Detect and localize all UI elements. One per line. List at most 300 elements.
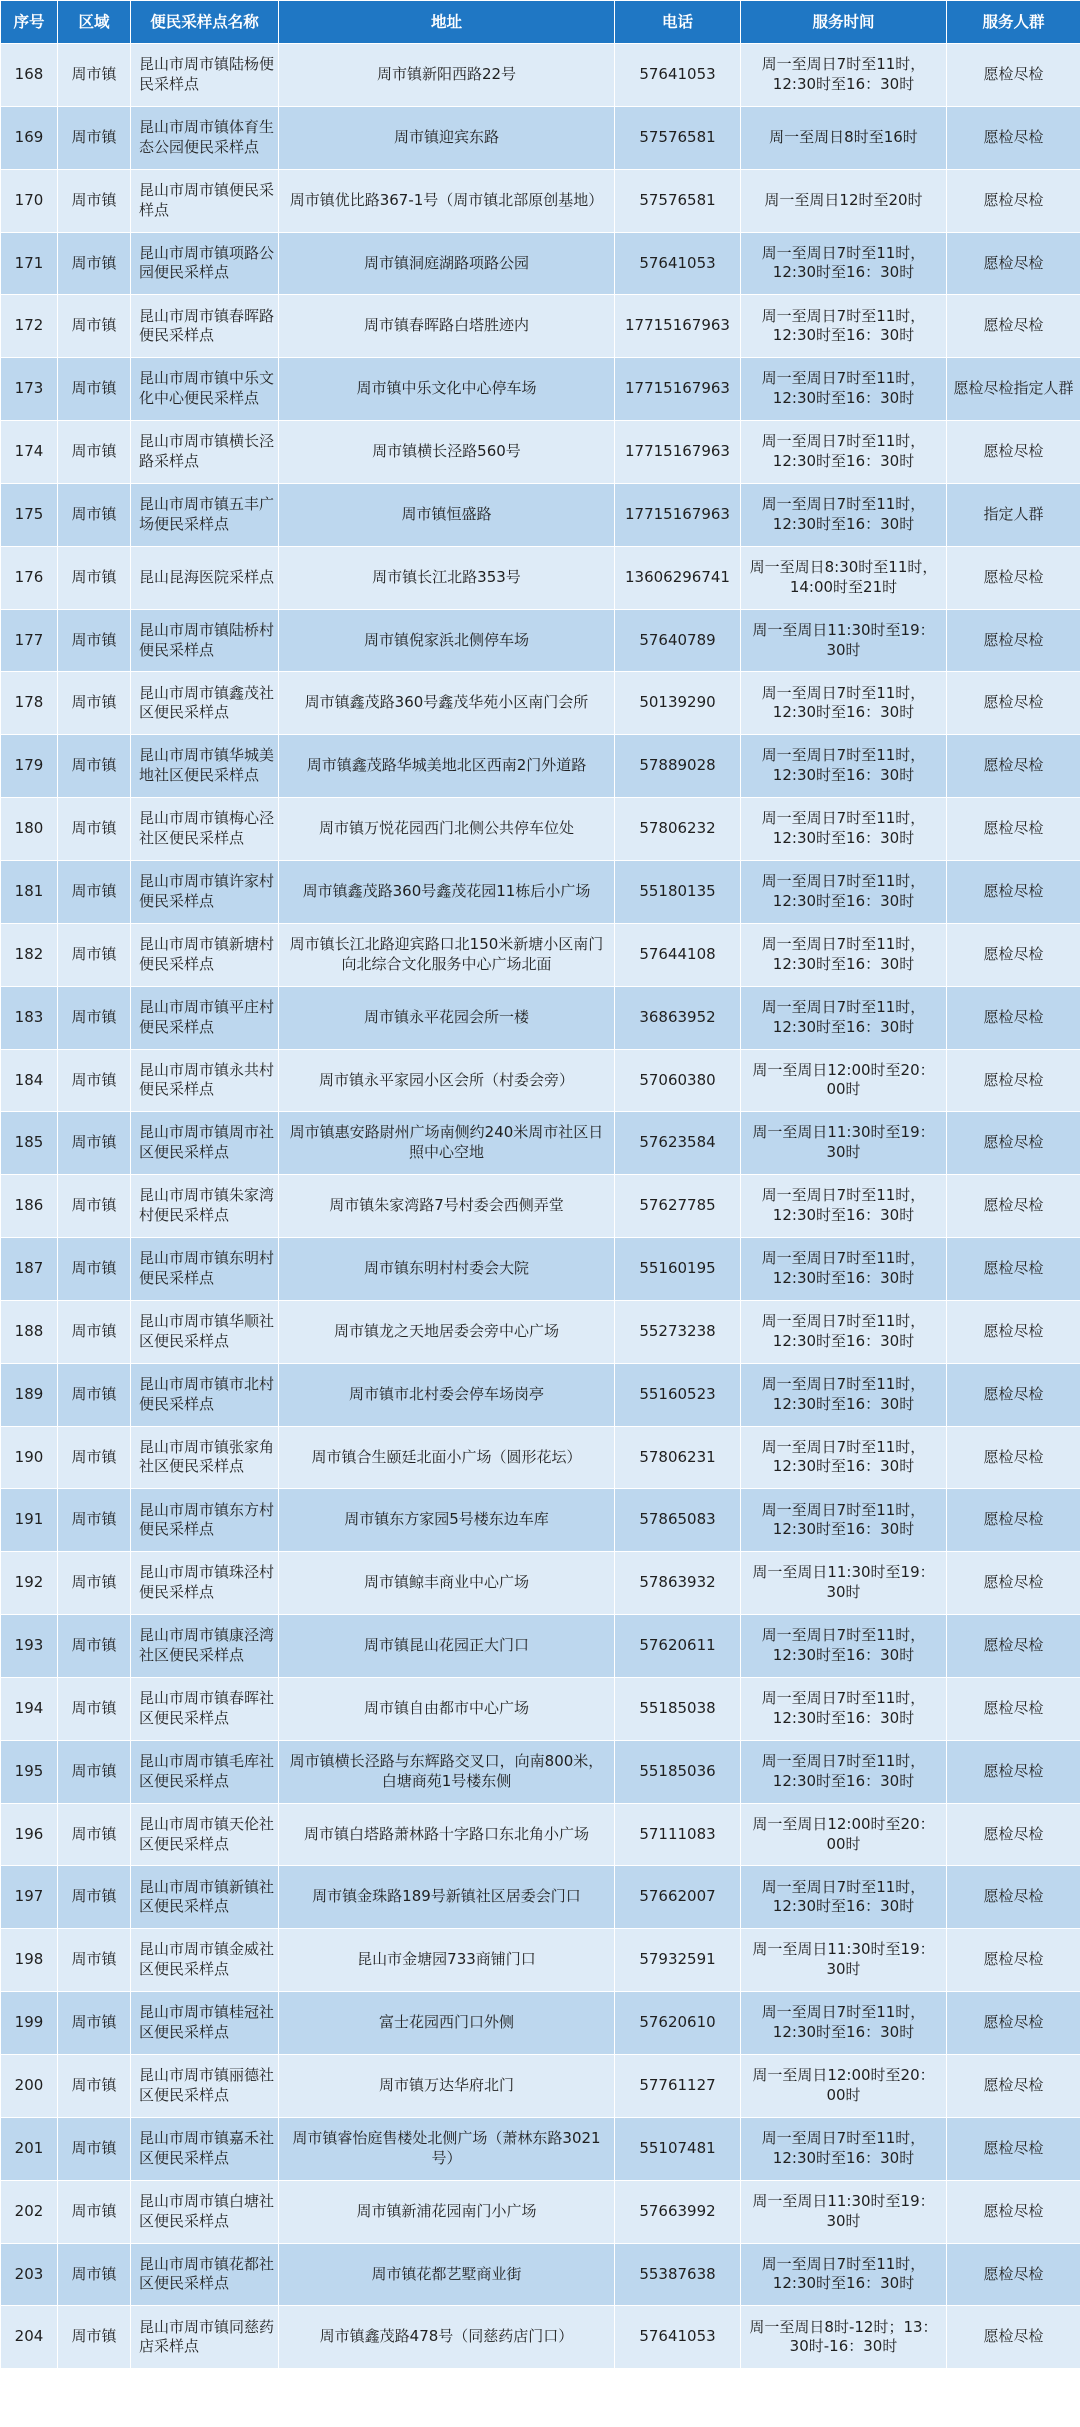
- table-row: [1, 2117, 1080, 2180]
- cell-service-group: 愿检尽检: [947, 1803, 1080, 1866]
- cell-phone: 17715167963: [615, 483, 741, 546]
- table-row: [1, 44, 1080, 107]
- cell-number: 199: [1, 1992, 58, 2055]
- table-row: [1, 1677, 1080, 1740]
- cell-site-name: 昆山市周市镇新塘村便民采样点: [131, 923, 279, 986]
- cell-number: 172: [1, 295, 58, 358]
- cell-phone: 57663992: [615, 2180, 741, 2243]
- cell-number: 196: [1, 1803, 58, 1866]
- cell-phone: 57576581: [615, 106, 741, 169]
- cell-address: 周市镇龙之天地居委会旁中心广场: [279, 1300, 615, 1363]
- cell-number: 181: [1, 860, 58, 923]
- cell-area: 周市镇: [58, 2180, 131, 2243]
- table-row: [1, 2180, 1080, 2243]
- cell-area: 周市镇: [58, 1363, 131, 1426]
- cell-number: 197: [1, 1866, 58, 1929]
- table-row: [1, 1552, 1080, 1615]
- cell-area: 周市镇: [58, 986, 131, 1049]
- cell-number: 190: [1, 1426, 58, 1489]
- cell-service-group: 愿检尽检: [947, 1740, 1080, 1803]
- cell-phone: 55185038: [615, 1677, 741, 1740]
- cell-phone: 57644108: [615, 923, 741, 986]
- cell-area: 周市镇: [58, 295, 131, 358]
- cell-number: 168: [1, 44, 58, 107]
- cell-phone: 57623584: [615, 1112, 741, 1175]
- cell-number: 192: [1, 1552, 58, 1615]
- cell-number: 194: [1, 1677, 58, 1740]
- cell-number: 193: [1, 1615, 58, 1678]
- cell-service-hours: 周一至周日7时至11时，12:30时至16：30时: [741, 735, 947, 798]
- cell-area: 周市镇: [58, 735, 131, 798]
- cell-area: 周市镇: [58, 1615, 131, 1678]
- cell-service-hours: 周一至周日7时至11时，12:30时至16：30时: [741, 798, 947, 861]
- cell-area: 周市镇: [58, 1929, 131, 1992]
- cell-site-name: 昆山市周市镇春晖路便民采样点: [131, 295, 279, 358]
- table-row: [1, 672, 1080, 735]
- cell-number: 204: [1, 2306, 58, 2369]
- cell-area: 周市镇: [58, 483, 131, 546]
- cell-number: 185: [1, 1112, 58, 1175]
- cell-service-group: 愿检尽检: [947, 1677, 1080, 1740]
- cell-address: 周市镇金珠路189号新镇社区居委会门口: [279, 1866, 615, 1929]
- table-row: [1, 295, 1080, 358]
- table-row: [1, 1489, 1080, 1552]
- table-row: [1, 923, 1080, 986]
- cell-address: 周市镇长江北路353号: [279, 546, 615, 609]
- cell-number: 195: [1, 1740, 58, 1803]
- cell-site-name: 昆山市周市镇市北村便民采样点: [131, 1363, 279, 1426]
- cell-number: 188: [1, 1300, 58, 1363]
- cell-area: 周市镇: [58, 798, 131, 861]
- cell-number: 203: [1, 2243, 58, 2306]
- table-row: [1, 860, 1080, 923]
- cell-service-hours: 周一至周日12时至20时: [741, 169, 947, 232]
- cell-service-hours: 周一至周日8:30时至11时，14:00时至21时: [741, 546, 947, 609]
- cell-address: 周市镇新浦花园南门小广场: [279, 2180, 615, 2243]
- table-row: [1, 106, 1080, 169]
- cell-service-hours: 周一至周日7时至11时，12:30时至16：30时: [741, 1426, 947, 1489]
- cell-service-hours: 周一至周日11:30时至19：30时: [741, 1112, 947, 1175]
- cell-site-name: 昆山市周市镇体育生态公园便民采样点: [131, 106, 279, 169]
- cell-site-name: 昆山昆海医院采样点: [131, 546, 279, 609]
- table-row: [1, 986, 1080, 1049]
- cell-area: 周市镇: [58, 923, 131, 986]
- cell-phone: 55107481: [615, 2117, 741, 2180]
- table-row: [1, 546, 1080, 609]
- cell-number: 170: [1, 169, 58, 232]
- table-row: [1, 421, 1080, 484]
- cell-phone: 57576581: [615, 169, 741, 232]
- cell-service-hours: 周一至周日7时至11时，12:30时至16：30时: [741, 1238, 947, 1301]
- cell-service-group: 愿检尽检: [947, 2306, 1080, 2369]
- cell-number: 178: [1, 672, 58, 735]
- cell-service-hours: 周一至周日8时至16时: [741, 106, 947, 169]
- cell-phone: 57865083: [615, 1489, 741, 1552]
- cell-service-group: 愿检尽检: [947, 1992, 1080, 2055]
- cell-address: 周市镇横长泾路560号: [279, 421, 615, 484]
- cell-address: 周市镇昆山花园正大门口: [279, 1615, 615, 1678]
- cell-phone: 57863932: [615, 1552, 741, 1615]
- cell-service-hours: 周一至周日7时至11时，12:30时至16：30时: [741, 358, 947, 421]
- cell-service-group: 愿检尽检: [947, 295, 1080, 358]
- header-area: 区域: [58, 1, 131, 44]
- cell-service-hours: 周一至周日12:00时至20：00时: [741, 1049, 947, 1112]
- cell-number: 200: [1, 2055, 58, 2118]
- cell-phone: 55387638: [615, 2243, 741, 2306]
- cell-area: 周市镇: [58, 44, 131, 107]
- cell-service-group: 愿检尽检: [947, 1615, 1080, 1678]
- cell-service-hours: 周一至周日7时至11时，12:30时至16：30时: [741, 860, 947, 923]
- cell-service-group: 愿检尽检指定人群: [947, 358, 1080, 421]
- cell-phone: 57641053: [615, 44, 741, 107]
- cell-number: 182: [1, 923, 58, 986]
- cell-address: 周市镇万悦花园西门北侧公共停车位处: [279, 798, 615, 861]
- cell-number: 186: [1, 1175, 58, 1238]
- cell-phone: 55185036: [615, 1740, 741, 1803]
- cell-phone: 17715167963: [615, 421, 741, 484]
- cell-address: 周市镇永平花园会所一楼: [279, 986, 615, 1049]
- cell-service-hours: 周一至周日7时至11时，12:30时至16：30时: [741, 1677, 947, 1740]
- cell-service-group: 愿检尽检: [947, 44, 1080, 107]
- cell-site-name: 昆山市周市镇鑫茂社区便民采样点: [131, 672, 279, 735]
- table-row: [1, 1049, 1080, 1112]
- cell-site-name: 昆山市周市镇毛库社区便民采样点: [131, 1740, 279, 1803]
- cell-service-hours: 周一至周日7时至11时，12:30时至16：30时: [741, 923, 947, 986]
- cell-site-name: 昆山市周市镇嘉禾社区便民采样点: [131, 2117, 279, 2180]
- cell-area: 周市镇: [58, 672, 131, 735]
- cell-service-hours: 周一至周日12:00时至20：00时: [741, 1803, 947, 1866]
- table-row: [1, 483, 1080, 546]
- cell-site-name: 昆山市周市镇周市社区便民采样点: [131, 1112, 279, 1175]
- cell-number: 173: [1, 358, 58, 421]
- header-phone: 电话: [615, 1, 741, 44]
- cell-phone: 57662007: [615, 1866, 741, 1929]
- cell-site-name: 昆山市周市镇平庄村便民采样点: [131, 986, 279, 1049]
- table-row: [1, 1112, 1080, 1175]
- cell-service-group: 指定人群: [947, 483, 1080, 546]
- cell-area: 周市镇: [58, 860, 131, 923]
- cell-address: 昆山市金塘园733商铺门口: [279, 1929, 615, 1992]
- cell-service-group: 愿检尽检: [947, 986, 1080, 1049]
- cell-phone: 55273238: [615, 1300, 741, 1363]
- cell-service-group: 愿检尽检: [947, 2243, 1080, 2306]
- cell-area: 周市镇: [58, 1426, 131, 1489]
- table-row: [1, 2243, 1080, 2306]
- cell-number: 169: [1, 106, 58, 169]
- cell-service-group: 愿检尽检: [947, 421, 1080, 484]
- cell-address: 周市镇鑫茂路360号鑫茂华苑小区南门会所: [279, 672, 615, 735]
- cell-phone: 57641053: [615, 2306, 741, 2369]
- cell-site-name: 昆山市周市镇康泾湾社区便民采样点: [131, 1615, 279, 1678]
- table-body: [1, 44, 1080, 2369]
- cell-number: 198: [1, 1929, 58, 1992]
- cell-service-group: 愿检尽检: [947, 798, 1080, 861]
- cell-site-name: 昆山市周市镇白塘社区便民采样点: [131, 2180, 279, 2243]
- cell-site-name: 昆山市周市镇珠泾村便民采样点: [131, 1552, 279, 1615]
- table-row: [1, 1363, 1080, 1426]
- cell-service-group: 愿检尽检: [947, 232, 1080, 295]
- cell-area: 周市镇: [58, 169, 131, 232]
- cell-service-group: 愿检尽检: [947, 546, 1080, 609]
- cell-service-group: 愿检尽检: [947, 1049, 1080, 1112]
- cell-service-hours: 周一至周日7时至11时，12:30时至16：30时: [741, 1300, 947, 1363]
- table-row: [1, 1929, 1080, 1992]
- cell-address: 周市镇自由都市中心广场: [279, 1677, 615, 1740]
- cell-site-name: 昆山市周市镇天伦社区便民采样点: [131, 1803, 279, 1866]
- cell-area: 周市镇: [58, 2306, 131, 2369]
- cell-number: 179: [1, 735, 58, 798]
- cell-service-group: 愿检尽检: [947, 1300, 1080, 1363]
- cell-service-group: 愿检尽检: [947, 1552, 1080, 1615]
- table-row: [1, 1238, 1080, 1301]
- cell-service-hours: 周一至周日7时至11时，12:30时至16：30时: [741, 295, 947, 358]
- cell-address: 周市镇东方家园5号楼东边车库: [279, 1489, 615, 1552]
- cell-area: 周市镇: [58, 1866, 131, 1929]
- cell-address: 周市镇白塔路萧林路十字路口东北角小广场: [279, 1803, 615, 1866]
- cell-service-group: 愿检尽检: [947, 1112, 1080, 1175]
- table-row: [1, 1615, 1080, 1678]
- cell-address: 周市镇横长泾路与东辉路交叉口，向南800米，白塘商苑1号楼东侧: [279, 1740, 615, 1803]
- table-row: [1, 735, 1080, 798]
- cell-area: 周市镇: [58, 546, 131, 609]
- cell-address: 周市镇洞庭湖路项路公园: [279, 232, 615, 295]
- cell-phone: 57806232: [615, 798, 741, 861]
- table-row: [1, 1866, 1080, 1929]
- cell-area: 周市镇: [58, 609, 131, 672]
- cell-service-hours: 周一至周日11:30时至19：30时: [741, 609, 947, 672]
- cell-site-name: 昆山市周市镇许家村便民采样点: [131, 860, 279, 923]
- cell-service-group: 愿检尽检: [947, 735, 1080, 798]
- cell-service-group: 愿检尽检: [947, 1929, 1080, 1992]
- cell-number: 202: [1, 2180, 58, 2243]
- cell-phone: 36863952: [615, 986, 741, 1049]
- cell-site-name: 昆山市周市镇东明村便民采样点: [131, 1238, 279, 1301]
- table-row: [1, 1175, 1080, 1238]
- table-row: [1, 609, 1080, 672]
- cell-service-hours: 周一至周日7时至11时，12:30时至16：30时: [741, 1363, 947, 1426]
- cell-site-name: 昆山市周市镇张家角社区便民采样点: [131, 1426, 279, 1489]
- cell-address: 周市镇朱家湾路7号村委会西侧弄堂: [279, 1175, 615, 1238]
- cell-area: 周市镇: [58, 1992, 131, 2055]
- cell-site-name: 昆山市周市镇陆桥村便民采样点: [131, 609, 279, 672]
- cell-number: 175: [1, 483, 58, 546]
- cell-address: 周市镇永平家园小区会所（村委会旁）: [279, 1049, 615, 1112]
- cell-service-group: 愿检尽检: [947, 2180, 1080, 2243]
- cell-site-name: 昆山市周市镇华城美地社区便民采样点: [131, 735, 279, 798]
- table-row: [1, 2306, 1080, 2369]
- cell-address: 周市镇睿怡庭售楼处北侧广场（萧林东路3021号）: [279, 2117, 615, 2180]
- cell-site-name: 昆山市周市镇东方村便民采样点: [131, 1489, 279, 1552]
- cell-address: 周市镇鑫茂路478号（同慈药店门口）: [279, 2306, 615, 2369]
- cell-area: 周市镇: [58, 1677, 131, 1740]
- cell-area: 周市镇: [58, 2117, 131, 2180]
- cell-address: 富士花园西门口外侧: [279, 1992, 615, 2055]
- cell-address: 周市镇新阳西路22号: [279, 44, 615, 107]
- cell-address: 周市镇恒盛路: [279, 483, 615, 546]
- table-row: [1, 232, 1080, 295]
- cell-site-name: 昆山市周市镇丽德社区便民采样点: [131, 2055, 279, 2118]
- header-service-hours: 服务时间: [741, 1, 947, 44]
- cell-service-hours: 周一至周日7时至11时，12:30时至16：30时: [741, 2117, 947, 2180]
- cell-site-name: 昆山市周市镇朱家湾村便民采样点: [131, 1175, 279, 1238]
- cell-service-group: 愿检尽检: [947, 1238, 1080, 1301]
- cell-service-hours: 周一至周日7时至11时，12:30时至16：30时: [741, 1740, 947, 1803]
- cell-service-hours: 周一至周日7时至11时，12:30时至16：30时: [741, 483, 947, 546]
- cell-service-hours: 周一至周日8时-12时；13：30时-16：30时: [741, 2306, 947, 2369]
- cell-number: 174: [1, 421, 58, 484]
- cell-site-name: 昆山市周市镇同慈药店采样点: [131, 2306, 279, 2369]
- cell-number: 176: [1, 546, 58, 609]
- cell-address: 周市镇春晖路白塔胜迹内: [279, 295, 615, 358]
- cell-phone: 50139290: [615, 672, 741, 735]
- cell-address: 周市镇鲸丰商业中心广场: [279, 1552, 615, 1615]
- cell-service-hours: 周一至周日7时至11时，12:30时至16：30时: [741, 1992, 947, 2055]
- cell-phone: 55160195: [615, 1238, 741, 1301]
- header-site-name: 便民采样点名称: [131, 1, 279, 44]
- cell-service-group: 愿检尽检: [947, 672, 1080, 735]
- cell-area: 周市镇: [58, 1552, 131, 1615]
- cell-site-name: 昆山市周市镇金威社区便民采样点: [131, 1929, 279, 1992]
- cell-address: 周市镇长江北路迎宾路口北150米新塘小区南门向北综合文化服务中心广场北面: [279, 923, 615, 986]
- cell-service-group: 愿检尽检: [947, 609, 1080, 672]
- cell-service-group: 愿检尽检: [947, 1363, 1080, 1426]
- cell-area: 周市镇: [58, 1740, 131, 1803]
- cell-service-group: 愿检尽检: [947, 1866, 1080, 1929]
- cell-area: 周市镇: [58, 1803, 131, 1866]
- cell-address: 周市镇鑫茂路华城美地北区西南2门外道路: [279, 735, 615, 798]
- cell-address: 周市镇花都艺墅商业街: [279, 2243, 615, 2306]
- cell-service-hours: 周一至周日7时至11时，12:30时至16：30时: [741, 44, 947, 107]
- cell-site-name: 昆山市周市镇新镇社区便民采样点: [131, 1866, 279, 1929]
- cell-area: 周市镇: [58, 358, 131, 421]
- cell-number: 171: [1, 232, 58, 295]
- cell-service-group: 愿检尽检: [947, 1489, 1080, 1552]
- cell-address: 周市镇合生颐廷北面小广场（圆形花坛）: [279, 1426, 615, 1489]
- cell-service-hours: 周一至周日7时至11时，12:30时至16：30时: [741, 2243, 947, 2306]
- cell-phone: 57060380: [615, 1049, 741, 1112]
- cell-area: 周市镇: [58, 421, 131, 484]
- cell-site-name: 昆山市周市镇花都社区便民采样点: [131, 2243, 279, 2306]
- cell-service-hours: 周一至周日12:00时至20：00时: [741, 2055, 947, 2118]
- cell-address: 周市镇优比路367-1号（周市镇北部原创基地）: [279, 169, 615, 232]
- table-header-row: [1, 1, 1080, 44]
- cell-address: 周市镇东明村村委会大院: [279, 1238, 615, 1301]
- cell-service-group: 愿检尽检: [947, 1175, 1080, 1238]
- cell-service-hours: 周一至周日7时至11时，12:30时至16：30时: [741, 1615, 947, 1678]
- cell-phone: 57761127: [615, 2055, 741, 2118]
- cell-service-hours: 周一至周日7时至11时，12:30时至16：30时: [741, 421, 947, 484]
- cell-address: 周市镇中乐文化中心停车场: [279, 358, 615, 421]
- cell-site-name: 昆山市周市镇桂冠社区便民采样点: [131, 1992, 279, 2055]
- cell-service-hours: 周一至周日7时至11时，12:30时至16：30时: [741, 672, 947, 735]
- cell-site-name: 昆山市周市镇陆杨便民采样点: [131, 44, 279, 107]
- cell-area: 周市镇: [58, 1175, 131, 1238]
- cell-service-group: 愿检尽检: [947, 106, 1080, 169]
- cell-site-name: 昆山市周市镇便民采样点: [131, 169, 279, 232]
- cell-site-name: 昆山市周市镇项路公园便民采样点: [131, 232, 279, 295]
- cell-site-name: 昆山市周市镇横长泾路采样点: [131, 421, 279, 484]
- cell-number: 189: [1, 1363, 58, 1426]
- cell-number: 177: [1, 609, 58, 672]
- cell-phone: 13606296741: [615, 546, 741, 609]
- cell-area: 周市镇: [58, 232, 131, 295]
- cell-service-hours: 周一至周日7时至11时，12:30时至16：30时: [741, 986, 947, 1049]
- cell-site-name: 昆山市周市镇梅心泾社区便民采样点: [131, 798, 279, 861]
- table-row: [1, 169, 1080, 232]
- cell-service-hours: 周一至周日11:30时至19：30时: [741, 2180, 947, 2243]
- cell-phone: 57806231: [615, 1426, 741, 1489]
- cell-service-hours: 周一至周日11:30时至19：30时: [741, 1552, 947, 1615]
- cell-service-hours: 周一至周日11:30时至19：30时: [741, 1929, 947, 1992]
- cell-site-name: 昆山市周市镇春晖社区便民采样点: [131, 1677, 279, 1740]
- cell-area: 周市镇: [58, 1049, 131, 1112]
- cell-address: 周市镇鑫茂路360号鑫茂花园11栋后小广场: [279, 860, 615, 923]
- cell-phone: 57889028: [615, 735, 741, 798]
- cell-address: 周市镇倪家浜北侧停车场: [279, 609, 615, 672]
- cell-phone: 55160523: [615, 1363, 741, 1426]
- cell-area: 周市镇: [58, 1112, 131, 1175]
- cell-number: 191: [1, 1489, 58, 1552]
- cell-number: 201: [1, 2117, 58, 2180]
- cell-service-group: 愿检尽检: [947, 1426, 1080, 1489]
- table-row: [1, 1300, 1080, 1363]
- header-number: 序号: [1, 1, 58, 44]
- cell-area: 周市镇: [58, 1300, 131, 1363]
- cell-phone: 57627785: [615, 1175, 741, 1238]
- cell-service-group: 愿检尽检: [947, 860, 1080, 923]
- table-row: [1, 2055, 1080, 2118]
- cell-number: 187: [1, 1238, 58, 1301]
- header-address: 地址: [279, 1, 615, 44]
- cell-address: 周市镇市北村委会停车场岗亭: [279, 1363, 615, 1426]
- cell-phone: 17715167963: [615, 295, 741, 358]
- cell-site-name: 昆山市周市镇中乐文化中心便民采样点: [131, 358, 279, 421]
- cell-phone: 57640789: [615, 609, 741, 672]
- cell-phone: 57620611: [615, 1615, 741, 1678]
- cell-site-name: 昆山市周市镇华顺社区便民采样点: [131, 1300, 279, 1363]
- cell-phone: 57641053: [615, 232, 741, 295]
- cell-number: 183: [1, 986, 58, 1049]
- cell-number: 180: [1, 798, 58, 861]
- cell-address: 周市镇万达华府北门: [279, 2055, 615, 2118]
- cell-service-group: 愿检尽检: [947, 169, 1080, 232]
- cell-service-hours: 周一至周日7时至11时，12:30时至16：30时: [741, 1489, 947, 1552]
- cell-phone: 57932591: [615, 1929, 741, 1992]
- cell-service-hours: 周一至周日7时至11时，12:30时至16：30时: [741, 232, 947, 295]
- cell-area: 周市镇: [58, 2055, 131, 2118]
- cell-phone: 57620610: [615, 1992, 741, 2055]
- cell-site-name: 昆山市周市镇永共村便民采样点: [131, 1049, 279, 1112]
- cell-area: 周市镇: [58, 1489, 131, 1552]
- table-row: [1, 1803, 1080, 1866]
- cell-area: 周市镇: [58, 106, 131, 169]
- cell-address: 周市镇惠安路尉州广场南侧约240米周市社区日照中心空地: [279, 1112, 615, 1175]
- cell-service-hours: 周一至周日7时至11时，12:30时至16：30时: [741, 1866, 947, 1929]
- header-service-group: 服务人群: [947, 1, 1080, 44]
- cell-service-hours: 周一至周日7时至11时，12:30时至16：30时: [741, 1175, 947, 1238]
- cell-area: 周市镇: [58, 1238, 131, 1301]
- cell-area: 周市镇: [58, 2243, 131, 2306]
- cell-site-name: 昆山市周市镇五丰广场便民采样点: [131, 483, 279, 546]
- table-row: [1, 358, 1080, 421]
- table-row: [1, 1992, 1080, 2055]
- table-row: [1, 1740, 1080, 1803]
- cell-service-group: 愿检尽检: [947, 2055, 1080, 2118]
- cell-service-group: 愿检尽检: [947, 2117, 1080, 2180]
- table-row: [1, 798, 1080, 861]
- cell-service-group: 愿检尽检: [947, 923, 1080, 986]
- cell-number: 184: [1, 1049, 58, 1112]
